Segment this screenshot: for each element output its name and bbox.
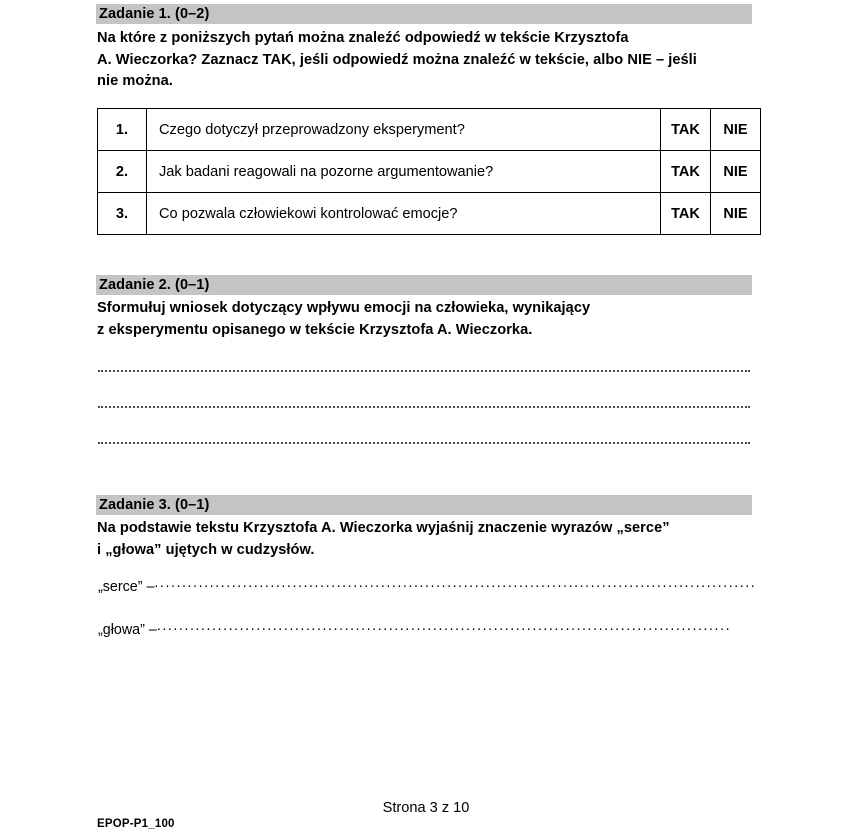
table-row bbox=[98, 151, 761, 193]
task-2-answer-line-3[interactable] bbox=[98, 440, 750, 444]
task-2-answer-line-2[interactable] bbox=[98, 404, 750, 408]
task-2-heading-bar bbox=[96, 275, 752, 295]
task-3-heading-label: Zadanie 3. (0–1) bbox=[99, 497, 210, 513]
row-number: 1. bbox=[98, 109, 147, 151]
task-3-heading-bar bbox=[96, 495, 752, 515]
row-answer-no[interactable]: NIE bbox=[711, 109, 761, 151]
row-number: 2. bbox=[98, 151, 147, 193]
row-answer-yes[interactable]: TAK bbox=[661, 109, 711, 151]
task-1-prompt-line-2: A. Wieczorka? Zaznacz TAK, jeśli odpowiedź można znaleźć w tekście, albo NIE – jeśli bbox=[97, 51, 697, 68]
task-2-prompt bbox=[97, 298, 752, 341]
task-3-dots-serce: ............................................................................................................. bbox=[154, 575, 757, 591]
task-3-answer-serce[interactable] bbox=[98, 575, 757, 595]
task-3-label-serce: „serce” – bbox=[98, 579, 155, 595]
task-1-answer-table bbox=[97, 108, 761, 235]
row-answer-no[interactable]: NIE bbox=[711, 151, 761, 193]
task-2-heading-label: Zadanie 2. (0–1) bbox=[99, 277, 210, 293]
task-1-heading-bar bbox=[96, 4, 752, 24]
task-3-prompt-line-1: Na podstawie tekstu Krzysztofa A. Wieczorka wyjaśnij znaczenie wyrazów „serce” bbox=[97, 520, 670, 536]
exam-code-footer: EPOP-P1_100 bbox=[97, 818, 175, 830]
task-3-label-glowa: „głowa” – bbox=[98, 622, 157, 638]
task-3-answer-glowa[interactable] bbox=[98, 618, 752, 638]
task-1-prompt-line-3: nie można. bbox=[97, 73, 173, 89]
row-answer-yes[interactable]: TAK bbox=[661, 193, 711, 235]
row-question: Jak badani reagowali na pozorne argumentowanie? bbox=[147, 151, 661, 193]
row-question: Co pozwala człowiekowi kontrolować emocje? bbox=[147, 193, 661, 235]
row-answer-yes[interactable]: TAK bbox=[661, 151, 711, 193]
task-3-prompt bbox=[97, 518, 752, 561]
task-2-answer-line-1[interactable] bbox=[98, 368, 750, 372]
task-3-prompt-line-2: i „głowa” ujętych w cudzysłów. bbox=[97, 541, 315, 558]
table-row bbox=[98, 193, 761, 235]
task-2-prompt-line-2: z eksperymentu opisanego w tekście Krzysztofa A. Wieczorka. bbox=[97, 321, 533, 338]
row-answer-no[interactable]: NIE bbox=[711, 193, 761, 235]
table-row bbox=[98, 109, 761, 151]
task-1-prompt bbox=[97, 28, 752, 93]
task-2-prompt-line-1: Sformułuj wniosek dotyczący wpływu emocji na człowieka, wynikający bbox=[97, 300, 591, 316]
task-1-prompt-line-1: Na które z poniższych pytań można znaleźć odpowiedź w tekście Krzysztofa bbox=[97, 30, 629, 46]
row-number: 3. bbox=[98, 193, 147, 235]
task-1-heading-label: Zadanie 1. (0–2) bbox=[99, 6, 210, 22]
row-question: Czego dotyczył przeprowadzony eksperyment? bbox=[147, 109, 661, 151]
task-3-dots-glowa: ........................................................................................................ bbox=[156, 618, 732, 634]
page-number-footer: Strona 3 z 10 bbox=[382, 800, 470, 816]
